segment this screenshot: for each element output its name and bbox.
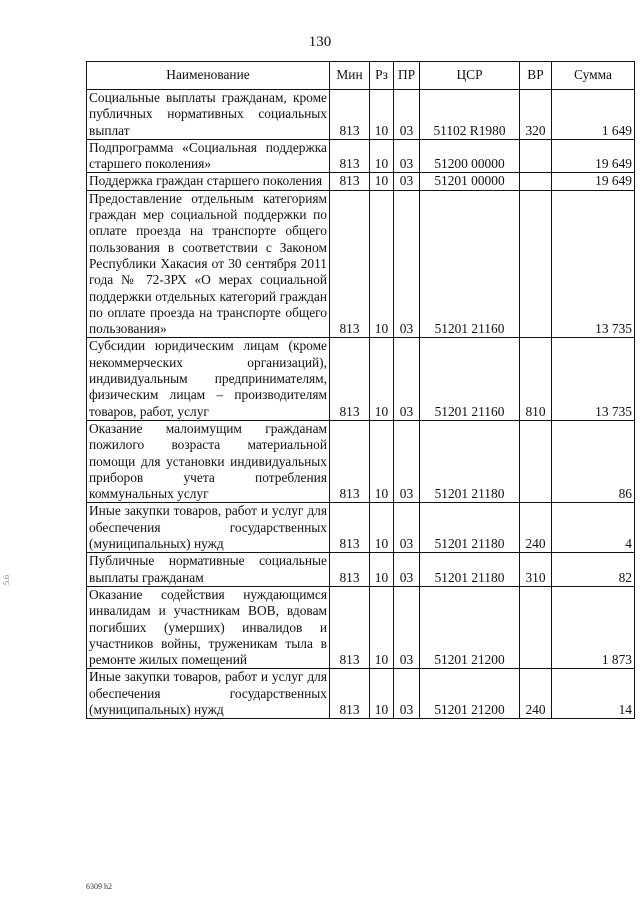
page-number: 130 <box>308 34 332 50</box>
cell-vr: 240 <box>520 503 552 553</box>
cell-pr: 03 <box>394 139 420 173</box>
table-row <box>87 190 635 338</box>
cell-name: Поддержка граждан старшего поколения <box>87 173 330 190</box>
footer-code: 6309 h2 <box>86 882 112 891</box>
cell-sum: 1 649 <box>552 90 635 140</box>
cell-min: 813 <box>330 586 370 668</box>
cell-min: 813 <box>330 139 370 173</box>
cell-sum: 13 735 <box>552 338 635 420</box>
cell-pr: 03 <box>394 338 420 420</box>
cell-pr: 03 <box>394 90 420 140</box>
cell-pr: 03 <box>394 173 420 190</box>
cell-sum: 13 735 <box>552 190 635 338</box>
cell-vr <box>520 139 552 173</box>
cell-vr <box>520 173 552 190</box>
cell-sum: 19 649 <box>552 139 635 173</box>
cell-name: Иные закупки товаров, работ и услуг для обеспечения государственных (муниципальных) нужд <box>87 669 330 719</box>
header-min: Мин <box>330 62 370 90</box>
cell-rz: 10 <box>370 338 394 420</box>
cell-csr: 51200 00000 <box>420 139 520 173</box>
margin-mark: 5.6 <box>2 575 11 585</box>
cell-name: Субсидии юридическим лицам (кроме некоммерческих организаций), индивидуальным предпринимателям, физическим лицам – производителям товаров, работ, услуг <box>87 338 330 420</box>
cell-name: Иные закупки товаров, работ и услуг для обеспечения государственных (муниципальных) нужд <box>87 503 330 553</box>
table-row <box>87 139 635 173</box>
cell-rz: 10 <box>370 420 394 502</box>
cell-csr: 51201 21160 <box>420 190 520 338</box>
header-sum: Сумма <box>552 62 635 90</box>
table-header-row <box>87 62 635 90</box>
header-csr: ЦСР <box>420 62 520 90</box>
cell-pr: 03 <box>394 420 420 502</box>
cell-rz: 10 <box>370 173 394 190</box>
cell-vr <box>520 190 552 338</box>
cell-pr: 03 <box>394 553 420 587</box>
table-row <box>87 553 635 587</box>
cell-min: 813 <box>330 420 370 502</box>
cell-min: 813 <box>330 503 370 553</box>
cell-rz: 10 <box>370 190 394 338</box>
header-name: Наименование <box>87 62 330 90</box>
cell-sum: 14 <box>552 669 635 719</box>
cell-vr: 310 <box>520 553 552 587</box>
cell-rz: 10 <box>370 139 394 173</box>
table-row <box>87 90 635 140</box>
cell-rz: 10 <box>370 90 394 140</box>
cell-name: Предоставление отдельным категориям граждан мер социальной поддержки по оплате проезда на транспорте общего пользования в соответствии с Законом Республики Хакасия от 30 сентября 2011 года № 72-ЗРХ «О мерах социальной поддержки отдельных категорий граждан по оплате проезда на транспорте общего пользования» <box>87 190 330 338</box>
table-row <box>87 420 635 502</box>
cell-csr: 51201 21180 <box>420 503 520 553</box>
cell-min: 813 <box>330 553 370 587</box>
cell-csr: 51201 21180 <box>420 553 520 587</box>
header-rz: Рз <box>370 62 394 90</box>
cell-min: 813 <box>330 90 370 140</box>
cell-pr: 03 <box>394 586 420 668</box>
cell-min: 813 <box>330 669 370 719</box>
cell-vr: 240 <box>520 669 552 719</box>
table-row <box>87 173 635 190</box>
cell-vr: 320 <box>520 90 552 140</box>
table-row <box>87 503 635 553</box>
cell-pr: 03 <box>394 669 420 719</box>
header-pr: ПР <box>394 62 420 90</box>
header-vr: ВР <box>520 62 552 90</box>
budget-table <box>86 61 635 719</box>
cell-min: 813 <box>330 338 370 420</box>
table-row <box>87 586 635 668</box>
cell-name: Оказание малоимущим гражданам пожилого возраста материальной помощи для установки индивидуальных приборов учета потребления коммунальных услуг <box>87 420 330 502</box>
table-row <box>87 338 635 420</box>
cell-csr: 51201 21160 <box>420 338 520 420</box>
cell-rz: 10 <box>370 669 394 719</box>
cell-name: Социальные выплаты гражданам, кроме публичных нормативных социальных выплат <box>87 90 330 140</box>
cell-pr: 03 <box>394 190 420 338</box>
table-row <box>87 669 635 719</box>
cell-rz: 10 <box>370 553 394 587</box>
cell-vr <box>520 586 552 668</box>
cell-csr: 51102 R1980 <box>420 90 520 140</box>
cell-name: Подпрограмма «Социальная поддержка старшего поколения» <box>87 139 330 173</box>
cell-sum: 1 873 <box>552 586 635 668</box>
cell-sum: 4 <box>552 503 635 553</box>
cell-rz: 10 <box>370 586 394 668</box>
cell-min: 813 <box>330 173 370 190</box>
cell-name: Оказание содействия нуждающимся инвалидам и участникам ВОВ, вдовам погибших (умерших) инвалидов и участников войны, труженикам тыла в ремонте жилых помещений <box>87 586 330 668</box>
cell-sum: 19 649 <box>552 173 635 190</box>
cell-pr: 03 <box>394 503 420 553</box>
cell-vr: 810 <box>520 338 552 420</box>
cell-csr: 51201 21200 <box>420 586 520 668</box>
cell-csr: 51201 21180 <box>420 420 520 502</box>
cell-name: Публичные нормативные социальные выплаты гражданам <box>87 553 330 587</box>
cell-sum: 86 <box>552 420 635 502</box>
cell-vr <box>520 420 552 502</box>
cell-csr: 51201 00000 <box>420 173 520 190</box>
cell-min: 813 <box>330 190 370 338</box>
cell-rz: 10 <box>370 503 394 553</box>
cell-csr: 51201 21200 <box>420 669 520 719</box>
cell-sum: 82 <box>552 553 635 587</box>
